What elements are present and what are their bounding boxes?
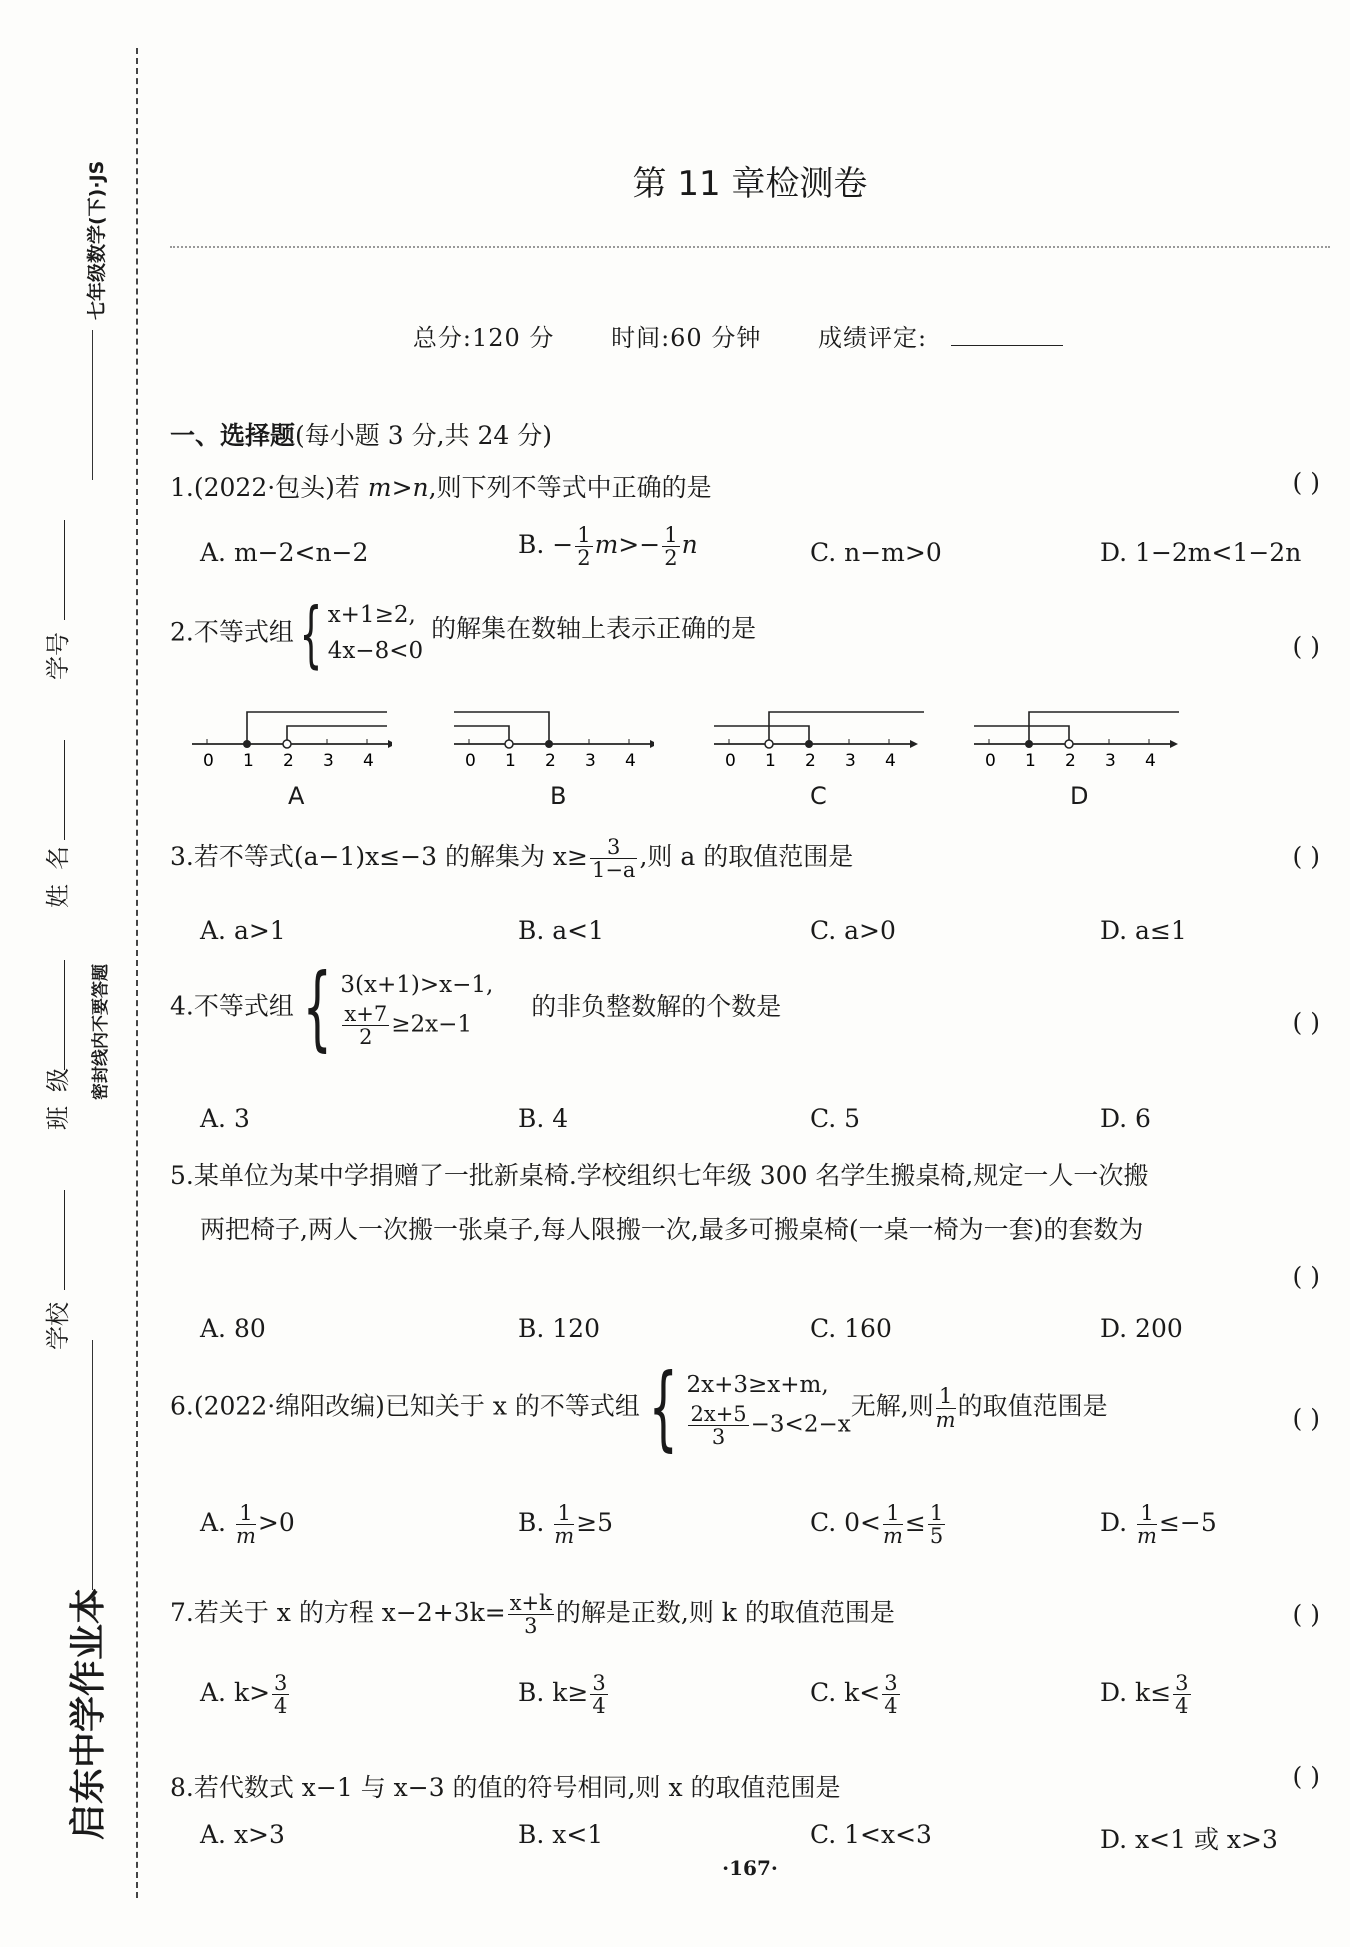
page-title: 第 11 章检测卷 — [632, 164, 868, 204]
q8-option-c[interactable]: C. 1<x<3 — [810, 1820, 932, 1849]
svg-text:0: 0 — [985, 751, 996, 771]
student-id-label: 学号 — [44, 632, 72, 680]
question-6: 6.(2022·绵阳改编)已知关于 x 的不等式组 { 2x+3≥x+m, $\frac{2x+5}{3}$ −3<2−x 无解,则 $\frac{1}{m}$的取值范围是 — [170, 1354, 1108, 1461]
svg-text:4: 4 — [363, 751, 374, 771]
question-4: 4.不等式组 { 3(x+1)>x−1, $\frac{x+7}{2}$ ≥2x−1 的非负整数解的个数是 — [170, 954, 782, 1061]
vertical-rule-top — [92, 330, 93, 480]
number-line-label-b: B — [550, 782, 567, 810]
class-line — [64, 960, 65, 1070]
q8-option-b[interactable]: B. x<1 — [518, 1820, 604, 1849]
q6-option-a[interactable]: A. $\frac{1}{m}>0$ — [200, 1501, 295, 1549]
answer-paren-4[interactable]: ( ) — [1292, 1008, 1320, 1037]
inequality-system-6: { 2x+3≥x+m, $\frac{2x+5}{3}$ −3<2−x — [648, 1354, 851, 1461]
question-1: 1.(2022·包头)若 m>n,则下列不等式中正确的是 — [170, 473, 712, 502]
q1-option-a[interactable]: A. m−2<n−2 — [200, 538, 369, 567]
q7-option-b[interactable]: B. k≥ $\frac{3}{4}$ — [518, 1671, 606, 1719]
svg-text:1: 1 — [243, 751, 254, 771]
q7-option-a[interactable]: A. k> $\frac{3}{4}$ — [200, 1671, 288, 1719]
inequality-system-2: { x+1≥2, 4x−8<0 — [299, 592, 424, 676]
q7-option-d[interactable]: D. k≤ $\frac{3}{4}$ — [1100, 1671, 1189, 1719]
exam-info — [170, 318, 1330, 353]
svg-text:3: 3 — [585, 751, 596, 771]
q3-option-a[interactable]: A. a>1 — [200, 916, 286, 945]
q5-option-c[interactable]: C. 160 — [810, 1314, 892, 1343]
q1-option-c[interactable]: C. n−m>0 — [810, 538, 942, 567]
question-8: 8.若代数式 x−1 与 x−3 的值的符号相同,则 x 的取值范围是 — [170, 1773, 841, 1802]
seal-note: 密封线内不要答题 — [91, 964, 111, 1100]
book-label: 七年级数学(下)·JS — [86, 160, 108, 320]
brand-rule — [92, 1340, 93, 1590]
svg-text:2: 2 — [545, 751, 556, 771]
student-id-line — [64, 520, 65, 620]
q1-option-d[interactable]: D. 1−2m<1−2n — [1100, 538, 1302, 567]
number-line-c[interactable] — [714, 704, 934, 774]
svg-text:3: 3 — [845, 751, 856, 771]
question-2: 2.不等式组 { x+1≥2, 4x−8<0 的解集在数轴上表示正确的是 — [170, 592, 757, 676]
question-5-line-2: 两把椅子,两人一次搬一张桌子,每人限搬一次,最多可搬桌椅(一桌一椅为一套)的套数为 — [200, 1215, 1144, 1244]
question-7: 7.若关于 x 的方程 x−2+3k= $\frac{x+k}{3}$ 的解是正数,则 k 的取值范围是 — [170, 1591, 895, 1639]
answer-paren-8[interactable]: ( ) — [1292, 1762, 1320, 1791]
answer-paren-1[interactable]: ( ) — [1292, 468, 1320, 497]
q6-option-d[interactable]: D. $\frac{1}{m}\le-5$ — [1100, 1501, 1217, 1549]
svg-text:2: 2 — [805, 751, 816, 771]
answer-paren-3[interactable]: ( ) — [1292, 842, 1320, 871]
svg-text:2: 2 — [283, 751, 294, 771]
number-line-a[interactable] — [192, 704, 392, 774]
q5-option-b[interactable]: B. 120 — [518, 1314, 600, 1343]
q4-option-c[interactable]: C. 5 — [810, 1104, 861, 1133]
number-line-label-c: C — [810, 782, 827, 810]
svg-text:4: 4 — [885, 751, 896, 771]
number-line-label-d: D — [1070, 782, 1089, 810]
title-divider — [170, 246, 1330, 248]
q5-option-a[interactable]: A. 80 — [200, 1314, 266, 1343]
q6-option-b[interactable]: B. $\frac{1}{m}\ge 5$ — [518, 1501, 614, 1549]
brand-label: 启东中学作业本 — [68, 1587, 109, 1840]
number-line-d[interactable] — [974, 704, 1184, 774]
q4-option-a[interactable]: A. 3 — [200, 1104, 250, 1133]
question-5: 5.某单位为某中学捐赠了一批新桌椅.学校组织七年级 300 名学生搬桌椅,规定一人一次搬 — [170, 1161, 1149, 1190]
grade-field: 成绩评定: — [818, 324, 1087, 352]
q6-option-c[interactable]: C. 0< $\frac{1}{m}\le$ $\frac{1}{5}$ — [810, 1501, 944, 1549]
q4-option-d[interactable]: D. 6 — [1100, 1104, 1151, 1133]
svg-text:0: 0 — [203, 751, 214, 771]
q3-option-d[interactable]: D. a≤1 — [1100, 916, 1187, 945]
q7-option-c[interactable]: C. k< $\frac{3}{4}$ — [810, 1671, 898, 1719]
svg-text:2: 2 — [1065, 751, 1076, 771]
school-label: 学校 — [44, 1302, 72, 1350]
section-heading: 一、选择题(每小题 3 分,共 24 分) — [170, 421, 552, 450]
inequality-system-4: { 3(x+1)>x−1, $\frac{x+7}{2}$ ≥2x−1 — [302, 954, 494, 1061]
svg-text:4: 4 — [625, 751, 636, 771]
total-score: 总分:120 分 — [412, 324, 555, 352]
q1-option-b[interactable]: B. − $\frac{1}{2}$ m>− $\frac{1}{2}$ n — [518, 523, 698, 571]
answer-paren-7[interactable]: ( ) — [1292, 1600, 1320, 1629]
seal-dashed-line — [136, 48, 138, 1898]
svg-text:1: 1 — [1025, 751, 1036, 771]
svg-text:0: 0 — [465, 751, 476, 771]
name-label: 姓名 — [44, 832, 72, 908]
svg-text:4: 4 — [1145, 751, 1156, 771]
answer-paren-5[interactable]: ( ) — [1292, 1262, 1320, 1291]
name-line — [64, 740, 65, 840]
exam-paper — [170, 0, 1330, 1947]
page-number: ·167· — [722, 1856, 778, 1880]
binding-strip — [0, 0, 140, 1947]
answer-paren-6[interactable]: ( ) — [1292, 1404, 1320, 1433]
svg-text:3: 3 — [323, 751, 334, 771]
question-3: 3.若不等式(a−1)x≤−3 的解集为 x≥ $\frac{3}{1-a}$ ,则 a 的取值范围是 — [170, 835, 854, 883]
number-line-label-a: A — [288, 782, 305, 810]
q8-option-a[interactable]: A. x>3 — [200, 1820, 285, 1849]
school-line — [64, 1190, 65, 1290]
class-label: 班级 — [44, 1054, 72, 1130]
q3-option-c[interactable]: C. a>0 — [810, 916, 896, 945]
q3-option-b[interactable]: B. a<1 — [518, 916, 605, 945]
svg-text:3: 3 — [1105, 751, 1116, 771]
q8-option-d[interactable]: D. x<1 或 x>3 — [1100, 1825, 1278, 1854]
grade-blank[interactable] — [951, 325, 1063, 346]
q5-option-d[interactable]: D. 200 — [1100, 1314, 1183, 1343]
svg-text:1: 1 — [505, 751, 516, 771]
answer-paren-2[interactable]: ( ) — [1292, 632, 1320, 661]
number-line-b[interactable] — [454, 704, 654, 774]
exam-time: 时间:60 分钟 — [611, 324, 762, 352]
svg-text:0: 0 — [725, 751, 736, 771]
svg-text:1: 1 — [765, 751, 776, 771]
q4-option-b[interactable]: B. 4 — [518, 1104, 569, 1133]
